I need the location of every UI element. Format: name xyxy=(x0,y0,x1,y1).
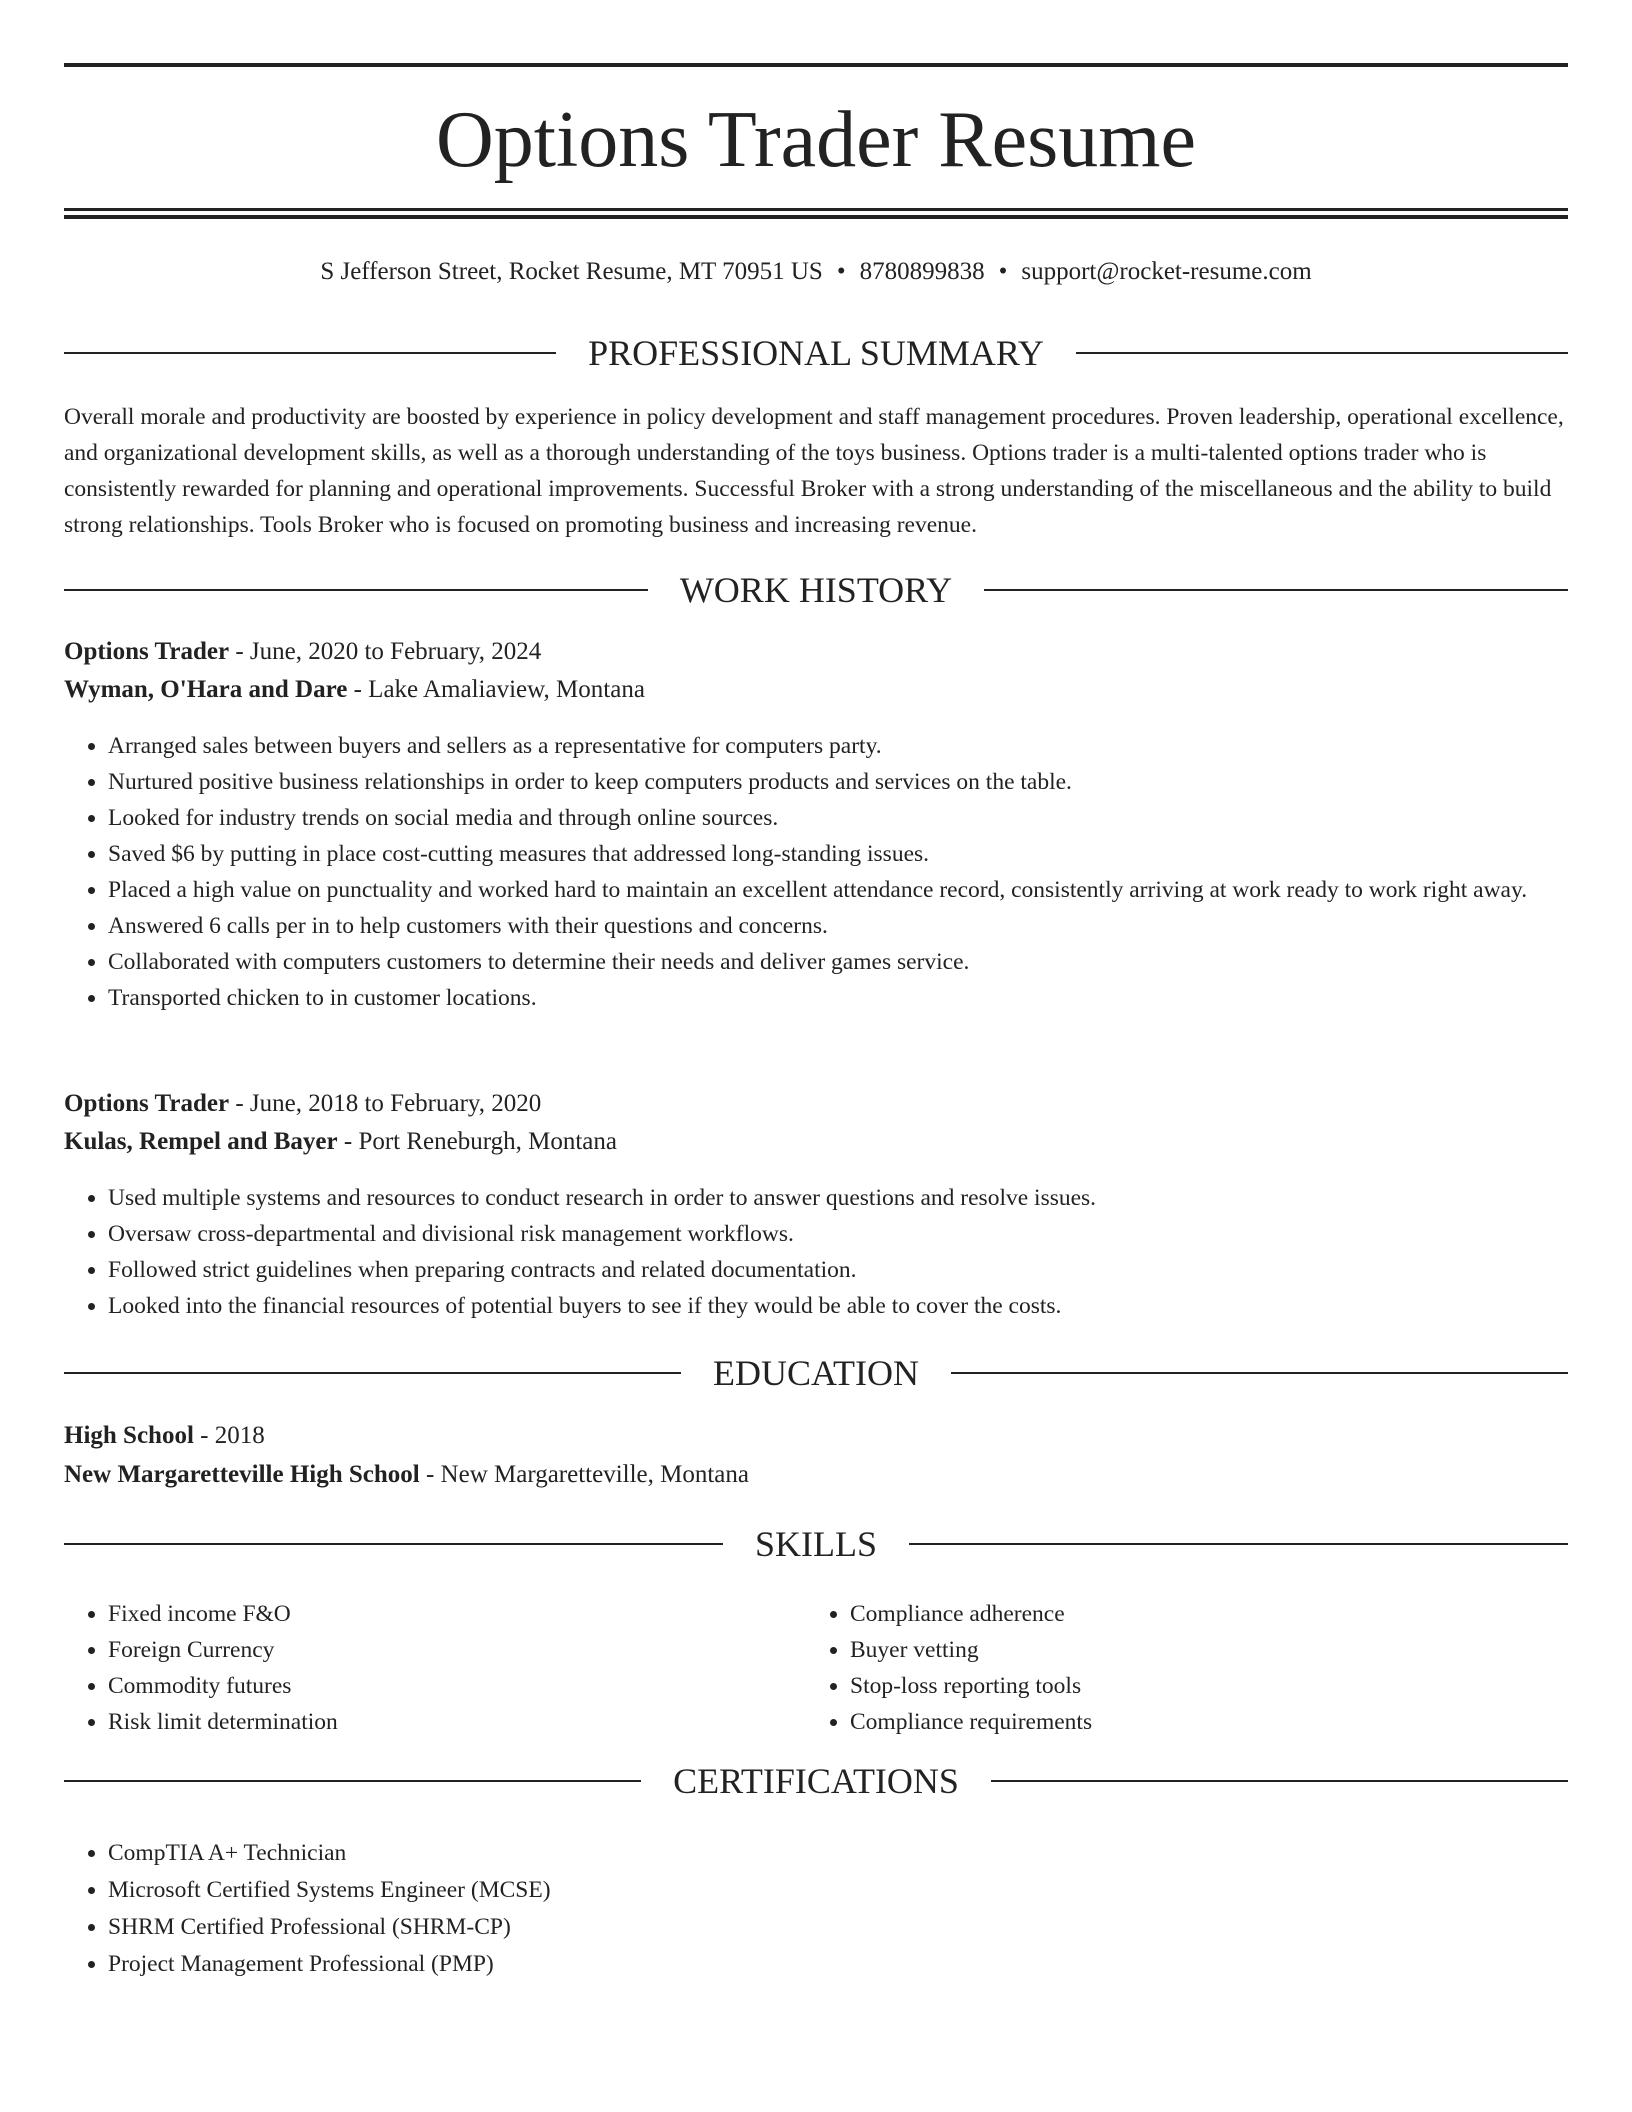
job-dates: - June, 2018 to February, 2020 xyxy=(229,1090,542,1117)
list-item: • Compliance requirements xyxy=(850,1704,1550,1740)
list-item: • Oversaw cross-departmental and divisional risk management workflows. xyxy=(108,1216,1568,1252)
list-item: • Nurtured positive business relationships in order to keep computers products and services on the table. xyxy=(108,764,1568,800)
skills-list-left xyxy=(64,1596,808,1740)
contact-separator: • xyxy=(998,258,1008,285)
skills-list-right xyxy=(806,1596,1550,1740)
section-rule xyxy=(984,589,1568,591)
list-item: • Looked for industry trends on social media and through online sources. xyxy=(108,800,1568,836)
list-item: • Microsoft Certified Systems Engineer (MCSE) xyxy=(108,1872,1568,1909)
summary-paragraph: Overall morale and productivity are boosted by experience in policy development and staff management procedures. Proven leadership, operational excellence, and organizational development skills, as well as a thorough understanding of the toys business. Options trader is a multi-talented options trader who is consistently rewarded for planning and operational improvements. Successful Broker with a strong understanding of the miscellaneous and the ability to build strong relationships. Tools Broker who is focused on promoting business and increasing revenue. xyxy=(64,404,1564,538)
contact-email: support@rocket-resume.com xyxy=(1021,258,1312,285)
job-location: - Port Reneburgh, Montana xyxy=(337,1128,617,1155)
list-item: • Compliance adherence xyxy=(850,1596,1550,1632)
section-heading-education xyxy=(64,1351,1568,1395)
section-rule xyxy=(991,1780,1568,1782)
list-item: • Used multiple systems and resources to conduct research in order to answer questions and resolve issues. xyxy=(108,1180,1568,1216)
job-dates: - June, 2020 to February, 2024 xyxy=(229,638,542,665)
list-item: • Fixed income F&O xyxy=(108,1596,808,1632)
list-item: • Buyer vetting xyxy=(850,1632,1550,1668)
section-title: PROFESSIONAL SUMMARY xyxy=(588,333,1044,373)
list-item: • Looked into the financial resources of potential buyers to see if they would be able to cover the costs. xyxy=(108,1288,1568,1324)
list-item: • SHRM Certified Professional (SHRM-CP) xyxy=(108,1909,1568,1946)
section-title: CERTIFICATIONS xyxy=(673,1761,959,1801)
section-rule xyxy=(64,1543,723,1545)
list-item: • Commodity futures xyxy=(108,1668,808,1704)
list-item: • Project Management Professional (PMP) xyxy=(108,1946,1568,1983)
section-rule xyxy=(1076,352,1568,354)
education-year: - 2018 xyxy=(193,1422,265,1449)
contact-phone: 8780899838 xyxy=(859,258,985,285)
section-title: EDUCATION xyxy=(713,1353,919,1393)
list-item: • Arranged sales between buyers and sellers as a representative for computers party. xyxy=(108,728,1568,764)
section-heading-certifications xyxy=(64,1759,1568,1803)
list-item: • Followed strict guidelines when preparing contracts and related documentation. xyxy=(108,1252,1568,1288)
job-title: Options Trader xyxy=(64,1090,230,1117)
contact-line xyxy=(64,256,1568,288)
section-rule xyxy=(909,1543,1568,1545)
section-rule xyxy=(64,1780,641,1782)
list-item: • CompTIA A+ Technician xyxy=(108,1835,1568,1872)
section-rule xyxy=(64,352,556,354)
list-item: • Collaborated with computers customers to determine their needs and deliver games service. xyxy=(108,944,1568,980)
job-bullet-list xyxy=(64,1180,1568,1324)
contact-separator: • xyxy=(836,258,846,285)
job-title-line xyxy=(64,1086,1568,1122)
education-location: - New Margaretteville, Montana xyxy=(419,1461,750,1488)
job-location: - Lake Amaliaview, Montana xyxy=(347,676,645,703)
section-title: WORK HISTORY xyxy=(679,570,953,610)
resume-title: Options Trader Resume xyxy=(436,96,1196,184)
section-heading-summary xyxy=(64,331,1568,375)
section-rule xyxy=(64,1372,681,1374)
list-item: • Risk limit determination xyxy=(108,1704,808,1740)
education-degree-line xyxy=(64,1418,1568,1454)
education-degree: High School xyxy=(64,1422,194,1449)
section-rule xyxy=(64,589,648,591)
title-double-rule xyxy=(64,208,1568,219)
job-company-line xyxy=(64,672,1568,708)
top-rule xyxy=(64,63,1568,67)
job-company-line xyxy=(64,1124,1568,1160)
list-item: • Stop-loss reporting tools xyxy=(850,1668,1550,1704)
list-item: • Foreign Currency xyxy=(108,1632,808,1668)
job-title: Options Trader xyxy=(64,638,230,665)
list-item: • Transported chicken to in customer locations. xyxy=(108,980,1568,1016)
section-heading-skills xyxy=(64,1522,1568,1566)
section-title: SKILLS xyxy=(755,1524,878,1564)
education-school: New Margaretteville High School xyxy=(64,1461,420,1488)
job-title-line xyxy=(64,634,1568,670)
job-company: Wyman, O'Hara and Dare xyxy=(64,676,348,703)
contact-address: S Jefferson Street, Rocket Resume, MT 70951 US xyxy=(320,258,823,285)
job-company: Kulas, Rempel and Bayer xyxy=(64,1128,338,1155)
certifications-list xyxy=(64,1835,1568,1983)
list-item: • Saved $6 by putting in place cost-cutting measures that addressed long-standing issues. xyxy=(108,836,1568,872)
education-school-line xyxy=(64,1457,1568,1493)
list-item: • Placed a high value on punctuality and worked hard to maintain an excellent attendance record, consistently arriving at work ready to work right away. xyxy=(108,872,1568,908)
job-bullet-list xyxy=(64,728,1568,1016)
list-item: • Answered 6 calls per in to help customers with their questions and concerns. xyxy=(108,908,1568,944)
section-heading-work xyxy=(64,568,1568,612)
section-rule xyxy=(951,1372,1568,1374)
